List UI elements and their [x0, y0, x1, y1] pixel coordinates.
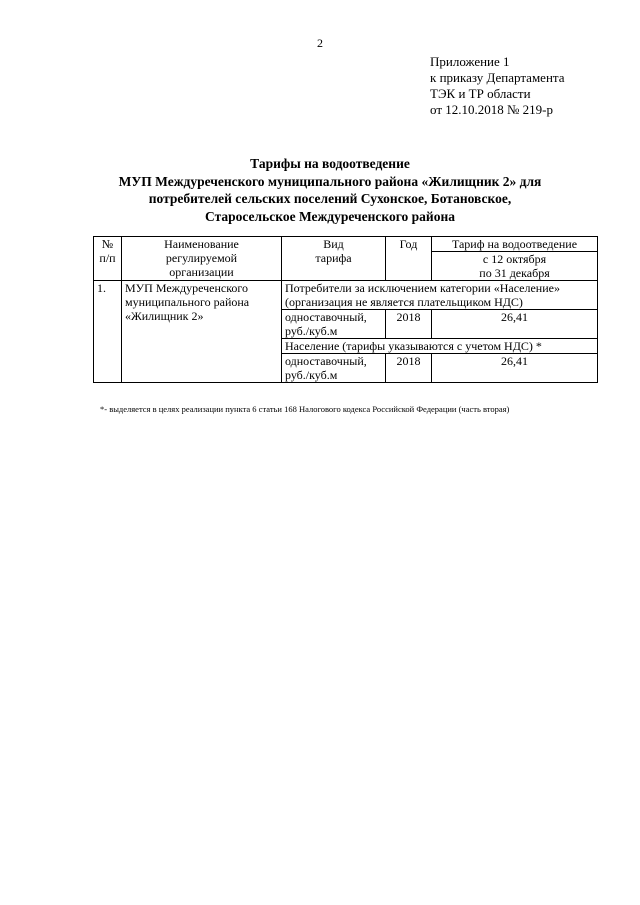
document-title [60, 155, 600, 225]
tariff-year: 2018 [386, 310, 432, 339]
tariff-year: 2018 [386, 354, 432, 383]
row-organization: МУП Междуреченского муниципального района «Жилищник 2» [122, 281, 282, 383]
page-number: 2 [317, 36, 323, 50]
title-line: потребителей сельских поселений Сухонское, Ботановское, [148, 191, 512, 206]
title-line: Тарифы на водоотведение [250, 156, 410, 171]
appendix-reference [430, 54, 565, 118]
header-tariff-type: Вид тарифа [282, 237, 386, 281]
header-period: с 12 октября по 31 декабря [432, 252, 598, 281]
appendix-line: к приказу Департамента [430, 70, 565, 85]
header-organization: Наименование регулируемой организации [122, 237, 282, 281]
title-line: Старосельское Междуреченского района [205, 208, 455, 224]
appendix-line: от 12.10.2018 № 219-р [430, 102, 553, 117]
footnote: *- выделяется в целях реализации пункта 6 статьи 168 Налогового кодекса Российской Федерации (часть вторая) [100, 404, 510, 414]
row-number: 1. [94, 281, 122, 383]
header-number: № п/п [94, 237, 122, 281]
appendix-line: ТЭК и ТР области [430, 86, 531, 101]
table-row [94, 281, 598, 310]
tariff-type: одноставочный, руб./куб.м [282, 310, 386, 339]
consumer-group-non-population: Потребители за исключением категории «Население» (организация не является плательщиком НДС) [282, 281, 598, 310]
consumer-group-population: Население (тарифы указываются с учетом НДС) * [282, 339, 598, 354]
table-header-row [94, 237, 598, 252]
header-year: Год [386, 237, 432, 281]
title-line: МУП Междуреченского муниципального района «Жилищник 2» для [118, 173, 542, 189]
tariff-value: 26,41 [432, 354, 598, 383]
appendix-line: Приложение 1 [430, 54, 510, 69]
tariff-value: 26,41 [432, 310, 598, 339]
tariff-table [93, 236, 598, 383]
header-tariff: Тариф на водоотведение [432, 237, 598, 252]
tariff-type: одноставочный, руб./куб.м [282, 354, 386, 383]
